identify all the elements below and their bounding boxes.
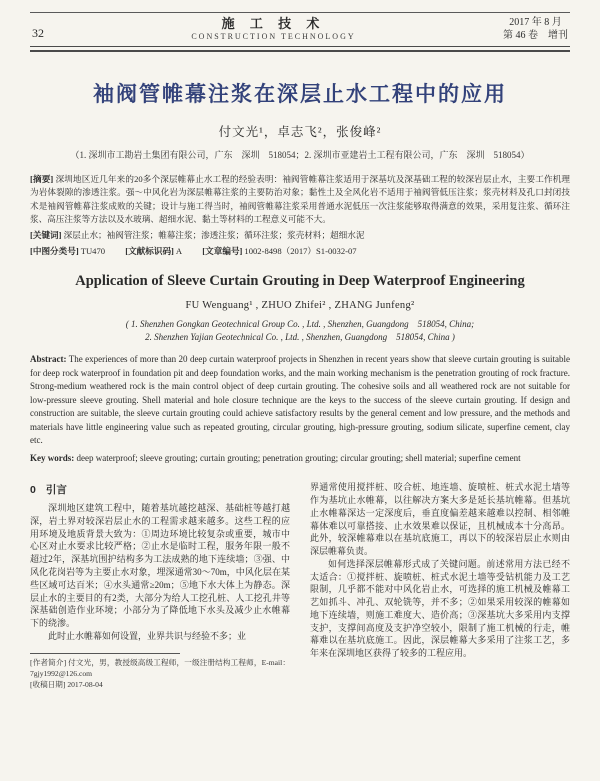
body-paragraph: 界通常使用搅拌桩、咬合桩、地连墙、旋喷桩、桩式水泥土墙等作为基坑止水帷幕，以往解决方案大多是延长基坑帷幕。但基坑止水帷幕深达一定深度后，垂直度偏差越来越难以控制、相邻帷幕体难以可靠搭接、止水效果难以保证，且机械成本十分高昂。此外，较深帷幕难以在基坑底施工，再以下的较深岩层止水则由深层帷幕负责。 (310, 482, 570, 557)
doc-code-value: A (175, 246, 183, 257)
right-column (310, 481, 570, 691)
journal-header (30, 13, 570, 46)
abstract-cn (30, 173, 570, 226)
abstract-cn-text: 深圳地区近几年来的20多个深层帷幕止水工程的经验表明：袖阀管帷幕注浆适用于深基坑及深基础工程的较深岩层止水，主要工作机理为岩体裂隙的渗透注浆。强～中风化岩为深层帷幕注浆的主要防治对象；黏性土及全风化岩不适用于袖阀管低压注浆；浆壳材料及孔口封闭技术是袖阀管帷幕注浆成败的关键；设计与施工得当时，袖阀管帷幕注浆采用普通水泥低压一次注浆能够取得满意的效果，采用复注浆、循环注浆、高压注浆等方法以及水玻璃、超细水泥、黏土等材料的工程意义可能不大。 (30, 174, 570, 224)
keywords-en-label: Key words: (30, 452, 75, 463)
keywords-en-text: deep waterproof; sleeve grouting; curtain grouting; penetration grouting; circular grouting; shell material; superfine cement (76, 452, 521, 463)
issue-date: 2017 年 8 月 (509, 17, 562, 28)
volume-info: 第 46 卷 增刊 (502, 30, 568, 41)
article-body (30, 481, 570, 691)
abstract-en-label: Abstract: (30, 354, 67, 365)
header-double-rule (30, 46, 570, 52)
body-paragraph: 如何选择深层帷幕形式成了关键问题。前述常用方法已经不太适合：①搅拌桩、旋喷桩、桩式水泥土墙等受钻机能力及工艺限制，几乎都不能对中风化岩止水，可选择的施工机械及帷幕工艺如抓斗、冲孔、双轮铣等，并不多；②如果采用较深的帷幕如地下连续墙，则施工难度大、造价高；③深基坑大多采用内支撑支护，支撑间高度及支护净空较小，限制了施工机械的行走，帷幕难以在基坑底施工。因此，深层帷幕大多采用了注浆工艺，多年来在深圳地区获得了较多的工程应用。 (310, 558, 570, 659)
journal-name (191, 17, 355, 41)
abstract-cn-label: [摘要] (30, 174, 54, 184)
keywords-cn-label: [关键词] (30, 230, 62, 241)
body-paragraph: 此时止水帷幕如何设置，业界共识与经验不多；业 (48, 630, 247, 641)
keywords-cn-text: 深层止水；袖阀管注浆；帷幕注浆；渗透注浆；循环注浆；浆壳材料；超细水泥 (63, 230, 365, 241)
page-number: 32 (32, 26, 44, 40)
body-paragraph: 深圳地区建筑工程中，随着基坑越挖越深、基础桩等越打越深，岩土界对较深岩层止水的工程需求越来越多。这些工程的应用环境及地质背景大致为：①周边环境比较复杂或重要，城市中心区对止水要求比较严格；②止水是临时工程，服务年限一般不超过2年，深基坑围护结构多为工法成熟的地下连续墙；③强、中风化花岗岩等为主要止水对象，埋深通常30～70m，中风化层在某些区域可达百米；④水头通常≥20m；⑤地下水大体上为静态。深层止水的主要目的有2类，大部分为给人工挖孔桩、人工挖孔井等深基础创造作业环境；小部分为了降低地下水头及减少止水帷幕下的绕渗。 (30, 503, 290, 629)
article-id-value: 1002-8498（2017）S1-0032-07 (244, 246, 357, 257)
article-id-label: [文章编号] (202, 246, 243, 257)
affiliation-en (30, 318, 570, 344)
authors-cn: 付文光¹，卓志飞²，张俊峰² (218, 125, 382, 139)
article-title-en: Application of Sleeve Curtain Grouting in Deep Waterproof Engineering (75, 273, 525, 290)
keywords-cn (30, 229, 570, 242)
footnote (30, 653, 290, 691)
journal-name-en: CONSTRUCTION TECHNOLOGY (191, 31, 356, 41)
section-title: 引言 (45, 484, 67, 497)
clc-value: TU470 (80, 246, 106, 257)
footnote-author-bio: [作者简介] 付文光，男，教授级高级工程师，一级注册结构工程师，E-mail：7gjy1992@126.com (30, 657, 290, 678)
article-title-cn: 袖阀管帷幕注浆在深层止水工程中的应用 (93, 82, 507, 106)
authors-en: FU Wenguang¹ , ZHUO Zhifei² , ZHANG Junfeng² (185, 300, 415, 312)
classification-line (30, 245, 570, 257)
abstract-en-text: The experiences of more than 20 deep curtain waterproof projects in Shenzhen in recent years show that sleeve curtain grouting is suitable for deep rock waterproof in foundation pit and deep foundation works, and the main working mechanism is the penetration grouting of rock fracture. Strong-medium weathered rock is the main control object of deep curtain grouting. The cohesive soils and all weathered rock are not suitable for low-pressure sleeve grouting. Shell material and hole closure technique are the keys to the success of the sleeve curtain grouting. If design and construction are suitable, the sleeve curtain grouting could achieve satisfactory results by the general cement and low pressure, and the methods and materials have little engineering value such as repeated grouting, circular grouting, high-pressure grouting, sodium silicate, superfine cement, clay etc. (30, 354, 570, 446)
footnote-rule (30, 653, 180, 654)
section-heading (30, 483, 290, 498)
left-column (30, 481, 290, 691)
footnote-received-date: [收稿日期] 2017-08-04 (30, 680, 103, 690)
section-number: 0 (30, 484, 36, 497)
doc-code-label: [文献标识码] (125, 246, 174, 257)
affiliation-cn: （1. 深圳市工勘岩土集团有限公司，广东 深圳 518054；2. 深圳市亚建岩土工程有限公司，广东 深圳 518054） (70, 150, 530, 160)
keywords-en (30, 452, 570, 466)
issue-info (503, 16, 568, 42)
journal-name-cn: 施 工 技 术 (221, 15, 326, 31)
affiliation-en-line2: 2. Shenzhen Yajian Geotechnical Co. , Ltd. , Shenzhen, Guangdong 518054, China ) (145, 332, 455, 343)
clc-label: [中图分类号] (30, 246, 79, 257)
affiliation-en-line1: ( 1. Shenzhen Gongkan Geotechnical Group Co. , Ltd. , Shenzhen, Guangdong 518054, China; (125, 319, 475, 330)
abstract-en (30, 353, 570, 448)
